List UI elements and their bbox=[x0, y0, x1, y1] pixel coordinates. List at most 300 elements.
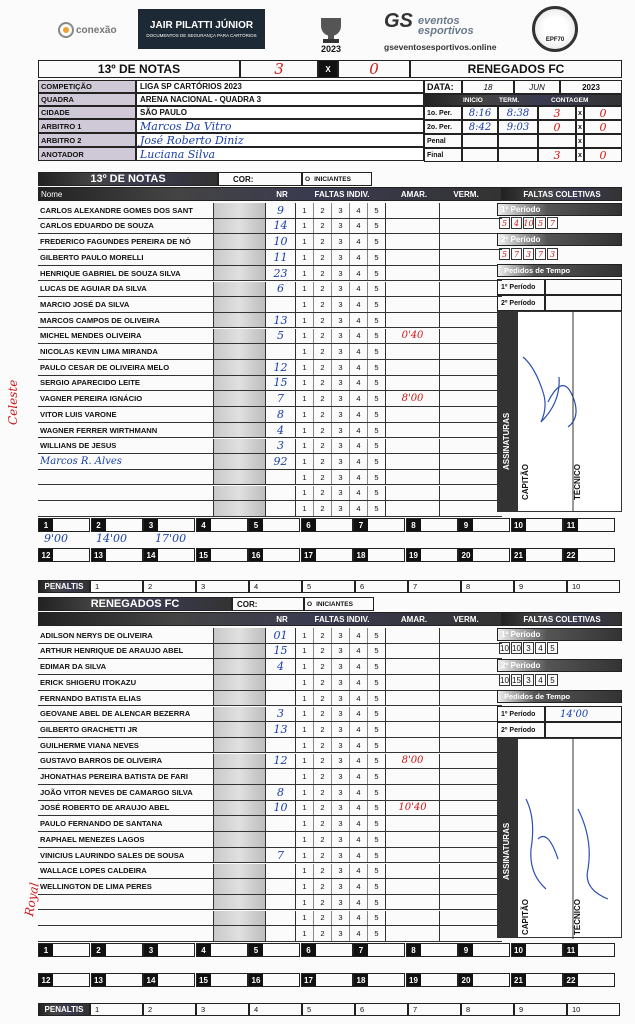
foul-cell[interactable]: 4 bbox=[350, 769, 368, 784]
foul-cell[interactable]: 1 bbox=[296, 266, 314, 281]
foul-cell[interactable]: 4 bbox=[350, 801, 368, 816]
penalty-cell[interactable]: 2 bbox=[143, 580, 196, 593]
foul-cell[interactable]: 1 bbox=[296, 785, 314, 800]
goal-cell[interactable] bbox=[143, 518, 195, 532]
goal-cell[interactable] bbox=[353, 943, 405, 957]
foul-cell[interactable]: 3 bbox=[332, 926, 350, 941]
foul-cell[interactable]: 3 bbox=[332, 501, 350, 516]
foul-cell[interactable]: 1 bbox=[296, 454, 314, 469]
foul-cell[interactable]: 2 bbox=[314, 376, 332, 391]
goal-cell[interactable] bbox=[353, 973, 405, 987]
foul-cell[interactable]: 1 bbox=[296, 675, 314, 690]
goal-cell[interactable] bbox=[38, 943, 90, 957]
foul-cell[interactable]: 4 bbox=[350, 313, 368, 328]
foul-cell[interactable]: 2 bbox=[314, 816, 332, 831]
foul-cell[interactable]: 1 bbox=[296, 423, 314, 438]
foul-cell[interactable]: 5 bbox=[374, 237, 379, 247]
foul-cell[interactable]: 4 bbox=[350, 644, 368, 659]
penalty-cell[interactable]: 10 bbox=[567, 580, 620, 593]
foul-cell[interactable]: 2 bbox=[314, 801, 332, 816]
penalty-cell[interactable]: 8 bbox=[461, 1003, 514, 1016]
foul-cell[interactable]: 1 bbox=[296, 234, 314, 249]
foul-cell[interactable]: 4 bbox=[350, 926, 368, 941]
coletiva-box[interactable]: 3 bbox=[523, 674, 534, 686]
penalty-cell[interactable]: 6 bbox=[355, 580, 408, 593]
coletiva-box[interactable]: 15 bbox=[512, 675, 521, 685]
foul-cell[interactable]: 4 bbox=[350, 219, 368, 234]
foul-cell[interactable]: 1 bbox=[296, 344, 314, 359]
foul-cell[interactable]: 1 bbox=[296, 738, 314, 753]
foul-cell[interactable]: 1 bbox=[296, 895, 314, 910]
player-name: WALLACE LOPES CALDEIRA bbox=[38, 864, 214, 879]
coletiva-box[interactable]: 5 bbox=[547, 674, 558, 686]
foul-cell[interactable]: 4 bbox=[350, 628, 368, 643]
goal-cell[interactable] bbox=[458, 548, 510, 562]
goal-cell[interactable] bbox=[511, 973, 563, 987]
goal-cell[interactable] bbox=[301, 518, 353, 532]
foul-cell[interactable]: 3 bbox=[332, 879, 350, 894]
foul-cell[interactable]: 5 bbox=[374, 630, 379, 640]
foul-cell[interactable]: 4 bbox=[350, 250, 368, 265]
goal-cell[interactable] bbox=[406, 943, 458, 957]
foul-cell[interactable]: 5 bbox=[374, 709, 379, 719]
foul-cell[interactable]: 5 bbox=[374, 331, 379, 341]
coletiva-box[interactable]: 4 bbox=[535, 642, 546, 654]
foul-cell[interactable]: 4 bbox=[350, 501, 368, 516]
goal-cell[interactable] bbox=[38, 518, 90, 532]
foul-cell[interactable]: 2 bbox=[314, 864, 332, 879]
foul-cell[interactable]: 4 bbox=[350, 754, 368, 769]
foul-cell[interactable]: 3 bbox=[332, 391, 350, 406]
foul-cell[interactable]: 2 bbox=[314, 832, 332, 847]
foul-cell[interactable]: 3 bbox=[332, 785, 350, 800]
goal-cell[interactable] bbox=[91, 548, 143, 562]
foul-cell[interactable]: 5 bbox=[374, 850, 379, 860]
goal-cell[interactable] bbox=[458, 943, 510, 957]
quadra-value: ARENA NACIONAL - QUADRA 3 bbox=[136, 93, 424, 106]
foul-cell[interactable]: 1 bbox=[296, 848, 314, 863]
foul-cell[interactable]: 4 bbox=[350, 659, 368, 674]
coletiva-box[interactable]: 7 bbox=[511, 248, 522, 260]
foul-cell[interactable]: 3 bbox=[332, 675, 350, 690]
foul-cell[interactable]: 2 bbox=[314, 250, 332, 265]
player-fouls bbox=[296, 707, 386, 722]
iniciantes-o: O bbox=[305, 175, 311, 183]
foul-cell[interactable]: 3 bbox=[332, 234, 350, 249]
foul-cell[interactable]: 3 bbox=[332, 628, 350, 643]
foul-cell[interactable]: 3 bbox=[332, 423, 350, 438]
player-id-blurred bbox=[214, 501, 266, 516]
foul-cell[interactable]: 5 bbox=[374, 819, 379, 829]
foul-cell[interactable]: 3 bbox=[332, 801, 350, 816]
penalty-cell[interactable]: 2 bbox=[143, 1003, 196, 1016]
foul-cell[interactable]: 3 bbox=[332, 297, 350, 312]
foul-cell[interactable]: 4 bbox=[350, 738, 368, 753]
foul-cell[interactable]: 1 bbox=[296, 219, 314, 234]
foul-cell[interactable]: 2 bbox=[314, 628, 332, 643]
foul-cell[interactable]: 2 bbox=[314, 895, 332, 910]
foul-cell[interactable]: 5 bbox=[374, 347, 379, 357]
foul-cell[interactable]: 3 bbox=[332, 407, 350, 422]
foul-cell[interactable]: 1 bbox=[296, 470, 314, 485]
goal-cell[interactable] bbox=[196, 973, 248, 987]
foul-cell[interactable]: 4 bbox=[350, 486, 368, 501]
foul-cell[interactable]: 2 bbox=[314, 203, 332, 218]
foul-cell[interactable]: 4 bbox=[350, 282, 368, 297]
foul-cell[interactable]: 1 bbox=[296, 722, 314, 737]
goal-cell[interactable] bbox=[406, 548, 458, 562]
foul-cell[interactable]: 2 bbox=[314, 691, 332, 706]
foul-cell[interactable]: 4 bbox=[350, 707, 368, 722]
foul-cell[interactable]: 1 bbox=[296, 644, 314, 659]
foul-cell[interactable]: 1 bbox=[296, 203, 314, 218]
player-fouls bbox=[296, 360, 386, 375]
foul-cell[interactable]: 2 bbox=[314, 675, 332, 690]
foul-cell[interactable]: 4 bbox=[350, 848, 368, 863]
foul-cell[interactable]: 2 bbox=[314, 644, 332, 659]
foul-cell[interactable]: 4 bbox=[350, 816, 368, 831]
penalty-cell[interactable]: 9 bbox=[514, 580, 567, 593]
foul-cell[interactable]: 3 bbox=[332, 769, 350, 784]
goal-cell[interactable] bbox=[91, 973, 143, 987]
foul-cell[interactable]: 2 bbox=[314, 391, 332, 406]
coletiva-box[interactable]: 4 bbox=[535, 674, 546, 686]
penalty-cell[interactable]: 3 bbox=[196, 580, 249, 593]
foul-cell[interactable]: 2 bbox=[314, 297, 332, 312]
goal-cell[interactable] bbox=[248, 973, 300, 987]
foul-cell[interactable]: 1 bbox=[296, 691, 314, 706]
foul-cell[interactable]: 4 bbox=[350, 423, 368, 438]
penalty-cell[interactable]: 4 bbox=[249, 1003, 302, 1016]
foul-cell[interactable]: 1 bbox=[296, 391, 314, 406]
foul-cell[interactable]: 1 bbox=[296, 769, 314, 784]
goal-cell[interactable] bbox=[406, 973, 458, 987]
foul-cell[interactable]: 5 bbox=[374, 866, 379, 876]
foul-cell[interactable]: 2 bbox=[314, 738, 332, 753]
goal-cell[interactable] bbox=[353, 518, 405, 532]
foul-cell[interactable]: 5 bbox=[374, 472, 379, 482]
foul-cell[interactable]: 4 bbox=[350, 266, 368, 281]
foul-cell[interactable]: 3 bbox=[332, 282, 350, 297]
foul-cell[interactable]: 2 bbox=[314, 911, 332, 926]
foul-cell[interactable]: 1 bbox=[296, 659, 314, 674]
foul-cell[interactable]: 4 bbox=[350, 691, 368, 706]
foul-cell[interactable]: 4 bbox=[350, 360, 368, 375]
foul-cell[interactable]: 5 bbox=[374, 488, 379, 498]
foul-cell[interactable]: 3 bbox=[332, 848, 350, 863]
foul-cell[interactable]: 5 bbox=[374, 929, 379, 939]
foul-cell[interactable]: 3 bbox=[332, 911, 350, 926]
penalty-cell[interactable]: 3 bbox=[196, 1003, 249, 1016]
foul-cell[interactable]: 1 bbox=[296, 501, 314, 516]
foul-cell[interactable]: 1 bbox=[296, 329, 314, 344]
foul-cell[interactable]: 2 bbox=[314, 439, 332, 454]
foul-cell[interactable]: 2 bbox=[314, 219, 332, 234]
foul-cell[interactable]: 5 bbox=[374, 425, 379, 435]
foul-cell[interactable]: 2 bbox=[314, 234, 332, 249]
foul-cell[interactable]: 5 bbox=[374, 362, 379, 372]
penalty-cell[interactable]: 5 bbox=[302, 1003, 355, 1016]
coletiva-box[interactable]: 3 bbox=[523, 642, 534, 654]
goal-cell[interactable] bbox=[301, 973, 353, 987]
foul-cell[interactable]: 2 bbox=[314, 454, 332, 469]
coletiva-box[interactable]: 3 bbox=[547, 248, 558, 260]
goal-cell[interactable] bbox=[458, 973, 510, 987]
foul-cell[interactable]: 2 bbox=[314, 707, 332, 722]
foul-cell[interactable]: 4 bbox=[350, 203, 368, 218]
foul-cell[interactable]: 1 bbox=[296, 486, 314, 501]
goal-cell[interactable] bbox=[301, 943, 353, 957]
goal-cell[interactable] bbox=[563, 973, 615, 987]
goal-cell[interactable] bbox=[38, 973, 90, 987]
foul-cell[interactable]: 4 bbox=[350, 879, 368, 894]
goal-cell[interactable] bbox=[458, 518, 510, 532]
foul-cell[interactable]: 4 bbox=[350, 454, 368, 469]
goal-cell[interactable] bbox=[248, 518, 300, 532]
foul-cell[interactable]: 2 bbox=[314, 722, 332, 737]
coletiva-box[interactable]: 5 bbox=[499, 248, 510, 260]
foul-cell[interactable]: 3 bbox=[332, 486, 350, 501]
goal-number: 13 bbox=[92, 549, 106, 561]
foul-cell[interactable]: 2 bbox=[314, 659, 332, 674]
foul-cell[interactable]: 2 bbox=[314, 329, 332, 344]
foul-cell[interactable]: 1 bbox=[296, 376, 314, 391]
period-b-3: 0 bbox=[584, 148, 622, 162]
goal-cell[interactable] bbox=[511, 548, 563, 562]
foul-cell[interactable]: 3 bbox=[332, 454, 350, 469]
goal-cell[interactable] bbox=[196, 548, 248, 562]
goal-cell[interactable] bbox=[301, 548, 353, 562]
foul-cell[interactable]: 4 bbox=[350, 832, 368, 847]
foul-cell[interactable]: 2 bbox=[314, 313, 332, 328]
foul-cell[interactable]: 1 bbox=[296, 879, 314, 894]
cidade-label: CIDADE bbox=[38, 106, 136, 119]
foul-cell[interactable]: 5 bbox=[374, 299, 379, 309]
coletiva-box[interactable]: 5 bbox=[499, 217, 510, 229]
foul-cell[interactable]: 3 bbox=[332, 266, 350, 281]
foul-cell[interactable]: 5 bbox=[374, 662, 379, 672]
foul-cell[interactable]: 5 bbox=[374, 772, 379, 782]
foul-cell[interactable]: 2 bbox=[314, 848, 332, 863]
player-fouls bbox=[296, 832, 386, 847]
foul-cell[interactable]: 1 bbox=[296, 439, 314, 454]
coletiva-box[interactable]: 5 bbox=[547, 642, 558, 654]
foul-cell[interactable]: 2 bbox=[314, 344, 332, 359]
penalty-cell[interactable]: 1 bbox=[90, 1003, 143, 1016]
foul-cell[interactable]: 1 bbox=[296, 360, 314, 375]
foul-cell[interactable]: 3 bbox=[332, 344, 350, 359]
goal-cell[interactable] bbox=[248, 548, 300, 562]
foul-cell[interactable]: 4 bbox=[350, 234, 368, 249]
coletiva-box[interactable]: 3 bbox=[523, 248, 534, 260]
foul-cell[interactable]: 3 bbox=[332, 691, 350, 706]
foul-cell[interactable]: 1 bbox=[296, 250, 314, 265]
foul-cell[interactable]: 3 bbox=[332, 203, 350, 218]
foul-cell[interactable]: 2 bbox=[314, 470, 332, 485]
foul-cell[interactable]: 3 bbox=[332, 754, 350, 769]
foul-cell[interactable]: 5 bbox=[374, 409, 379, 419]
foul-cell[interactable]: 2 bbox=[314, 423, 332, 438]
foul-cell[interactable]: 5 bbox=[374, 881, 379, 891]
penalty-cell[interactable]: 10 bbox=[567, 1003, 620, 1016]
coletiva-box[interactable]: 10 bbox=[500, 675, 509, 685]
foul-cell[interactable]: 2 bbox=[314, 769, 332, 784]
coletiva-box[interactable]: 5 bbox=[535, 217, 546, 229]
foul-cell[interactable]: 2 bbox=[314, 407, 332, 422]
foul-cell[interactable]: 3 bbox=[332, 644, 350, 659]
foul-cell[interactable]: 1 bbox=[296, 911, 314, 926]
goal-cell[interactable] bbox=[196, 518, 248, 532]
foul-cell[interactable]: 5 bbox=[374, 756, 379, 766]
goal-cell[interactable] bbox=[563, 943, 615, 957]
foul-cell[interactable]: 3 bbox=[332, 722, 350, 737]
goal-number: 1 bbox=[39, 519, 53, 531]
foul-cell[interactable]: 2 bbox=[314, 754, 332, 769]
penalty-cell[interactable]: 7 bbox=[408, 580, 461, 593]
foul-cell[interactable]: 4 bbox=[350, 895, 368, 910]
penalty-cell[interactable]: 5 bbox=[302, 580, 355, 593]
foul-cell[interactable]: 1 bbox=[296, 282, 314, 297]
competicao-label: COMPETIÇÃO bbox=[38, 80, 136, 93]
foul-cell[interactable]: 5 bbox=[374, 252, 379, 262]
foul-cell[interactable]: 4 bbox=[350, 344, 368, 359]
goal-cell[interactable] bbox=[91, 518, 143, 532]
foul-cell[interactable]: 5 bbox=[374, 315, 379, 325]
goal-cell[interactable] bbox=[196, 943, 248, 957]
goal-cell[interactable] bbox=[563, 518, 615, 532]
foul-cell[interactable]: 2 bbox=[314, 486, 332, 501]
foul-cell[interactable]: 1 bbox=[296, 297, 314, 312]
foul-cell[interactable]: 1 bbox=[296, 864, 314, 879]
coletiva-box[interactable]: 10 bbox=[523, 218, 534, 228]
player-fouls bbox=[296, 423, 386, 438]
foul-cell[interactable]: 4 bbox=[350, 439, 368, 454]
goal-cell[interactable] bbox=[406, 518, 458, 532]
foul-cell[interactable]: 5 bbox=[374, 693, 379, 703]
foul-cell[interactable]: 3 bbox=[332, 816, 350, 831]
foul-cell[interactable]: 5 bbox=[374, 378, 379, 388]
penalty-cell[interactable]: 4 bbox=[249, 580, 302, 593]
penalty-cell[interactable]: 9 bbox=[514, 1003, 567, 1016]
goal-cell[interactable] bbox=[91, 943, 143, 957]
foul-cell[interactable]: 3 bbox=[332, 738, 350, 753]
foul-cell[interactable]: 1 bbox=[296, 801, 314, 816]
player-number bbox=[266, 864, 296, 879]
foul-cell[interactable]: 3 bbox=[332, 250, 350, 265]
foul-cell[interactable]: 5 bbox=[374, 205, 379, 215]
foul-cell[interactable]: 5 bbox=[374, 740, 379, 750]
foul-cell[interactable]: 3 bbox=[332, 659, 350, 674]
goal-cell[interactable] bbox=[143, 943, 195, 957]
foul-cell[interactable]: 3 bbox=[332, 864, 350, 879]
foul-cell[interactable]: 5 bbox=[374, 268, 379, 278]
foul-cell[interactable]: 2 bbox=[314, 501, 332, 516]
foul-cell[interactable]: 1 bbox=[296, 754, 314, 769]
foul-cell[interactable]: 5 bbox=[374, 677, 379, 687]
goal-cell[interactable] bbox=[511, 943, 563, 957]
foul-cell[interactable]: 2 bbox=[314, 879, 332, 894]
foul-cell[interactable]: 5 bbox=[374, 646, 379, 656]
coletiva-box[interactable]: 7 bbox=[547, 217, 558, 229]
goal-cell[interactable] bbox=[143, 548, 195, 562]
foul-cell[interactable]: 4 bbox=[350, 864, 368, 879]
foul-cell[interactable]: 5 bbox=[374, 456, 379, 466]
foul-cell[interactable]: 4 bbox=[350, 911, 368, 926]
foul-cell[interactable]: 4 bbox=[350, 470, 368, 485]
penalty-cell[interactable]: 6 bbox=[355, 1003, 408, 1016]
foul-cell[interactable]: 4 bbox=[350, 329, 368, 344]
penalty-cell[interactable]: 1 bbox=[90, 580, 143, 593]
foul-cell[interactable]: 5 bbox=[374, 284, 379, 294]
foul-cell[interactable]: 3 bbox=[332, 376, 350, 391]
penalty-cell[interactable]: 8 bbox=[461, 580, 514, 593]
goal-cell[interactable] bbox=[248, 943, 300, 957]
foul-cell[interactable]: 5 bbox=[374, 394, 379, 404]
player-yellow bbox=[386, 376, 440, 391]
foul-cell[interactable]: 5 bbox=[374, 803, 379, 813]
foul-cell[interactable]: 4 bbox=[350, 376, 368, 391]
foul-cell[interactable]: 1 bbox=[296, 313, 314, 328]
goal-cell[interactable] bbox=[511, 518, 563, 532]
foul-cell[interactable]: 5 bbox=[374, 221, 379, 231]
foul-cell[interactable]: 3 bbox=[332, 329, 350, 344]
foul-cell[interactable]: 1 bbox=[296, 407, 314, 422]
foul-cell[interactable]: 4 bbox=[350, 297, 368, 312]
foul-cell[interactable]: 3 bbox=[332, 313, 350, 328]
foul-cell[interactable]: 2 bbox=[314, 282, 332, 297]
foul-cell[interactable]: 3 bbox=[332, 439, 350, 454]
goal-cell[interactable] bbox=[353, 548, 405, 562]
foul-cell[interactable]: 5 bbox=[374, 504, 379, 514]
foul-cell[interactable]: 5 bbox=[374, 913, 379, 923]
goal-cell[interactable] bbox=[38, 548, 90, 562]
foul-cell[interactable]: 3 bbox=[332, 895, 350, 910]
foul-cell[interactable]: 1 bbox=[296, 816, 314, 831]
foul-cell[interactable]: 1 bbox=[296, 707, 314, 722]
coletiva-box[interactable]: 7 bbox=[535, 248, 546, 260]
foul-cell[interactable]: 3 bbox=[332, 470, 350, 485]
coletiva-box[interactable]: 4 bbox=[511, 217, 522, 229]
penalty-cell[interactable]: 7 bbox=[408, 1003, 461, 1016]
foul-cell[interactable]: 2 bbox=[314, 360, 332, 375]
foul-cell[interactable]: 4 bbox=[350, 391, 368, 406]
foul-cell[interactable]: 3 bbox=[332, 707, 350, 722]
foul-cell[interactable]: 1 bbox=[296, 628, 314, 643]
coletiva-box[interactable]: 10 bbox=[500, 643, 509, 653]
foul-cell[interactable]: 1 bbox=[296, 926, 314, 941]
foul-cell[interactable]: 5 bbox=[374, 897, 379, 907]
coletiva-box[interactable]: 10 bbox=[512, 643, 521, 653]
foul-cell[interactable]: 4 bbox=[350, 407, 368, 422]
team-a-iniciantes bbox=[302, 172, 372, 186]
foul-cell[interactable]: 3 bbox=[332, 360, 350, 375]
foul-cell[interactable]: 2 bbox=[314, 266, 332, 281]
foul-cell[interactable]: 4 bbox=[350, 675, 368, 690]
foul-cell[interactable]: 5 bbox=[374, 441, 379, 451]
goal-cell[interactable] bbox=[563, 548, 615, 562]
foul-cell[interactable]: 4 bbox=[350, 785, 368, 800]
foul-cell[interactable]: 4 bbox=[350, 722, 368, 737]
foul-cell[interactable]: 5 bbox=[374, 834, 379, 844]
foul-cell[interactable]: 3 bbox=[332, 832, 350, 847]
goal-cell[interactable] bbox=[143, 973, 195, 987]
foul-cell[interactable]: 3 bbox=[332, 219, 350, 234]
foul-cell[interactable]: 2 bbox=[314, 926, 332, 941]
foul-cell[interactable]: 5 bbox=[374, 787, 379, 797]
foul-cell[interactable]: 2 bbox=[314, 785, 332, 800]
foul-cell[interactable]: 1 bbox=[296, 832, 314, 847]
foul-cell[interactable]: 5 bbox=[374, 724, 379, 734]
